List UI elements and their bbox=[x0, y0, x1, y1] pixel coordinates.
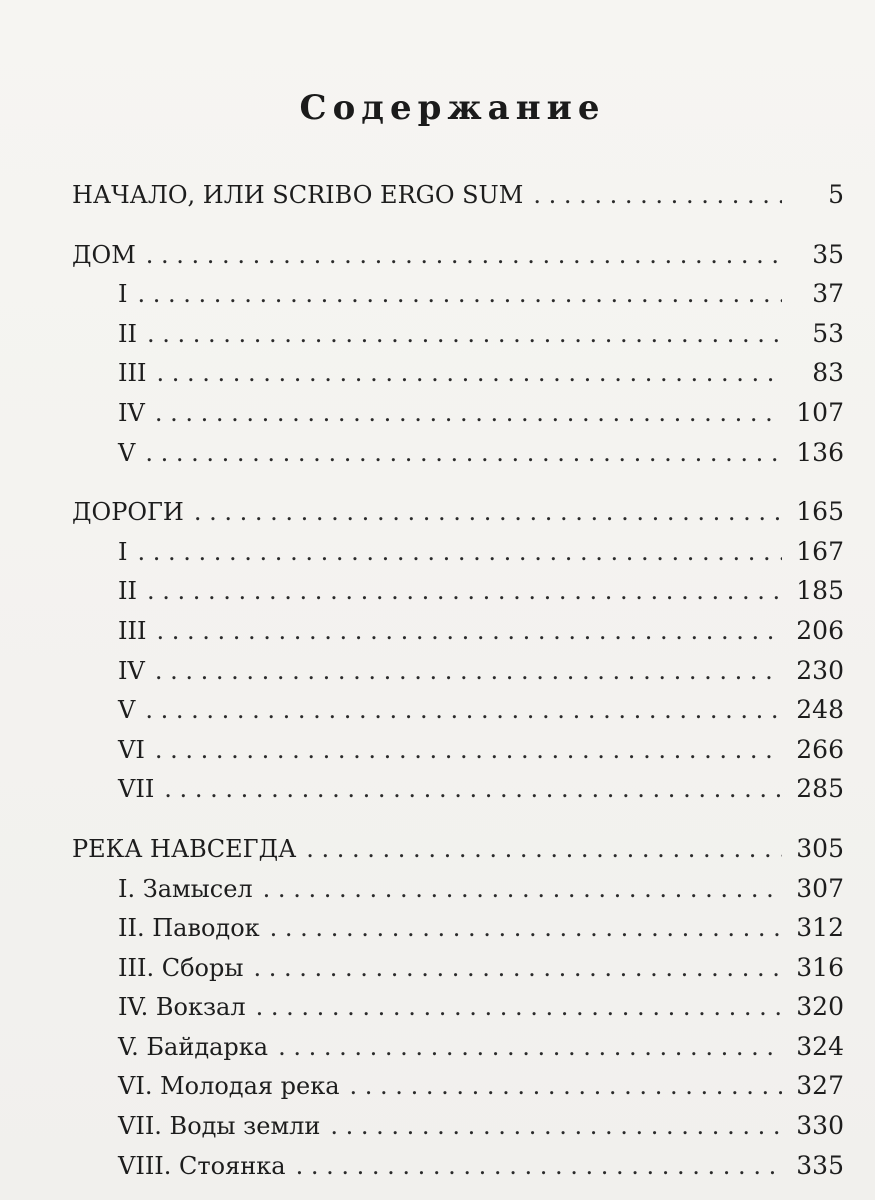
dot-leader bbox=[147, 572, 782, 612]
toc-entry bbox=[72, 1106, 844, 1146]
dot-leader bbox=[137, 275, 782, 315]
toc-entry-page-number: 335 bbox=[796, 1150, 844, 1180]
toc-entry-page-number: 206 bbox=[796, 615, 844, 645]
toc-entry bbox=[72, 314, 844, 354]
dot-leader bbox=[296, 1147, 782, 1187]
toc-entry bbox=[72, 948, 844, 988]
dot-leader bbox=[145, 691, 782, 731]
toc-entry-label: НАЧАЛО, ИЛИ SCRIBO ERGO SUM bbox=[72, 181, 524, 209]
toc-entry-label: VI. Молодая река bbox=[118, 1072, 340, 1101]
dot-leader bbox=[137, 533, 782, 573]
dot-leader bbox=[194, 493, 782, 533]
dot-leader bbox=[155, 731, 782, 771]
toc-entry bbox=[72, 571, 844, 611]
toc-entry-label: II bbox=[118, 577, 137, 606]
toc-entry bbox=[72, 1027, 844, 1067]
dot-leader bbox=[146, 236, 782, 276]
toc-entry-page-number: 230 bbox=[796, 655, 844, 685]
toc-entry bbox=[72, 611, 844, 651]
toc-entry-page-number: 167 bbox=[796, 536, 844, 566]
toc-entry-label: V. Байдарка bbox=[118, 1032, 269, 1061]
toc-entry bbox=[72, 1146, 844, 1186]
toc-entry-label: ДОМ bbox=[72, 240, 136, 269]
dot-leader bbox=[253, 949, 782, 989]
toc-entry bbox=[72, 769, 844, 809]
toc-entry bbox=[72, 869, 844, 909]
toc-entry-label: РЕКА НАВСЕГДА bbox=[72, 834, 297, 863]
toc-entry-page-number: 266 bbox=[796, 734, 844, 764]
toc-entry-page-number: 312 bbox=[796, 913, 844, 943]
toc-entry-page-number: 165 bbox=[796, 497, 844, 527]
toc-entry bbox=[72, 433, 844, 473]
toc-entry-label: VIII. Стоянка bbox=[118, 1151, 286, 1180]
toc-entry-page-number: 316 bbox=[796, 952, 844, 982]
dot-leader bbox=[330, 1107, 782, 1147]
table-of-contents bbox=[72, 175, 844, 1185]
dot-leader bbox=[278, 1028, 782, 1068]
toc-entry bbox=[72, 908, 844, 948]
toc-entry-label: IV bbox=[118, 398, 145, 427]
toc-entry bbox=[72, 1066, 844, 1106]
toc-entry-label: I bbox=[118, 537, 128, 566]
toc-entry-label: III bbox=[118, 616, 147, 645]
toc-entry bbox=[72, 274, 844, 314]
dot-leader bbox=[350, 1067, 782, 1107]
toc-entry-page-number: 5 bbox=[828, 180, 844, 209]
toc-entry-page-number: 107 bbox=[796, 397, 844, 427]
toc-entry-page-number: 185 bbox=[796, 576, 844, 606]
toc-entry-page-number: 35 bbox=[812, 239, 844, 269]
toc-entry bbox=[72, 987, 844, 1027]
toc-entry-label: I. Замысел bbox=[118, 874, 253, 903]
dot-leader bbox=[263, 870, 782, 910]
toc-entry-page-number: 136 bbox=[796, 437, 844, 467]
toc-entry bbox=[72, 492, 844, 532]
toc-entry-page-number: 327 bbox=[796, 1071, 844, 1101]
toc-entry-page-number: 305 bbox=[796, 833, 844, 863]
toc-entry-label: III. Сборы bbox=[118, 953, 244, 982]
toc-entry bbox=[72, 690, 844, 730]
toc-entry-page-number: 320 bbox=[796, 992, 844, 1022]
toc-entry-label: VI bbox=[118, 735, 145, 764]
toc-entry-label: II. Паводок bbox=[118, 914, 260, 943]
dot-leader bbox=[306, 830, 782, 870]
toc-entry-page-number: 83 bbox=[812, 358, 844, 388]
dot-leader bbox=[270, 909, 782, 949]
toc-entry-label: III bbox=[118, 359, 147, 388]
toc-entry-page-number: 37 bbox=[812, 279, 844, 309]
dot-leader bbox=[533, 176, 782, 216]
toc-entry-label: IV. Вокзал bbox=[118, 993, 246, 1022]
toc-entry-label: II bbox=[118, 319, 137, 348]
page-title: Содержание bbox=[299, 88, 606, 128]
dot-leader bbox=[145, 434, 782, 474]
toc-entry-label: ДОРОГИ bbox=[72, 498, 184, 527]
toc-entry bbox=[72, 829, 844, 869]
toc-entry bbox=[72, 730, 844, 770]
dot-leader bbox=[256, 988, 782, 1028]
toc-entry-page-number: 248 bbox=[796, 695, 844, 725]
toc-entry-label: I bbox=[118, 280, 128, 309]
toc-entry-label: V bbox=[118, 696, 136, 725]
dot-leader bbox=[156, 354, 782, 394]
dot-leader bbox=[155, 652, 782, 692]
dot-leader bbox=[155, 394, 782, 434]
toc-entry-label: V bbox=[118, 438, 136, 467]
toc-entry-label: VII bbox=[118, 775, 155, 804]
dot-leader bbox=[147, 315, 782, 355]
toc-entry-page-number: 307 bbox=[796, 873, 844, 903]
toc-entry bbox=[72, 651, 844, 691]
toc-entry-page-number: 324 bbox=[796, 1031, 844, 1061]
toc-entry-page-number: 330 bbox=[796, 1111, 844, 1141]
toc-entry bbox=[72, 532, 844, 572]
toc-entry bbox=[72, 175, 844, 215]
toc-entry-page-number: 285 bbox=[796, 774, 844, 804]
toc-entry-label: IV bbox=[118, 656, 145, 685]
toc-entry bbox=[72, 393, 844, 433]
toc-entry bbox=[72, 353, 844, 393]
toc-entry-label: VII. Воды земли bbox=[118, 1112, 321, 1141]
toc-entry bbox=[72, 235, 844, 275]
dot-leader bbox=[156, 612, 782, 652]
dot-leader bbox=[164, 770, 782, 810]
toc-entry-page-number: 53 bbox=[812, 318, 844, 348]
